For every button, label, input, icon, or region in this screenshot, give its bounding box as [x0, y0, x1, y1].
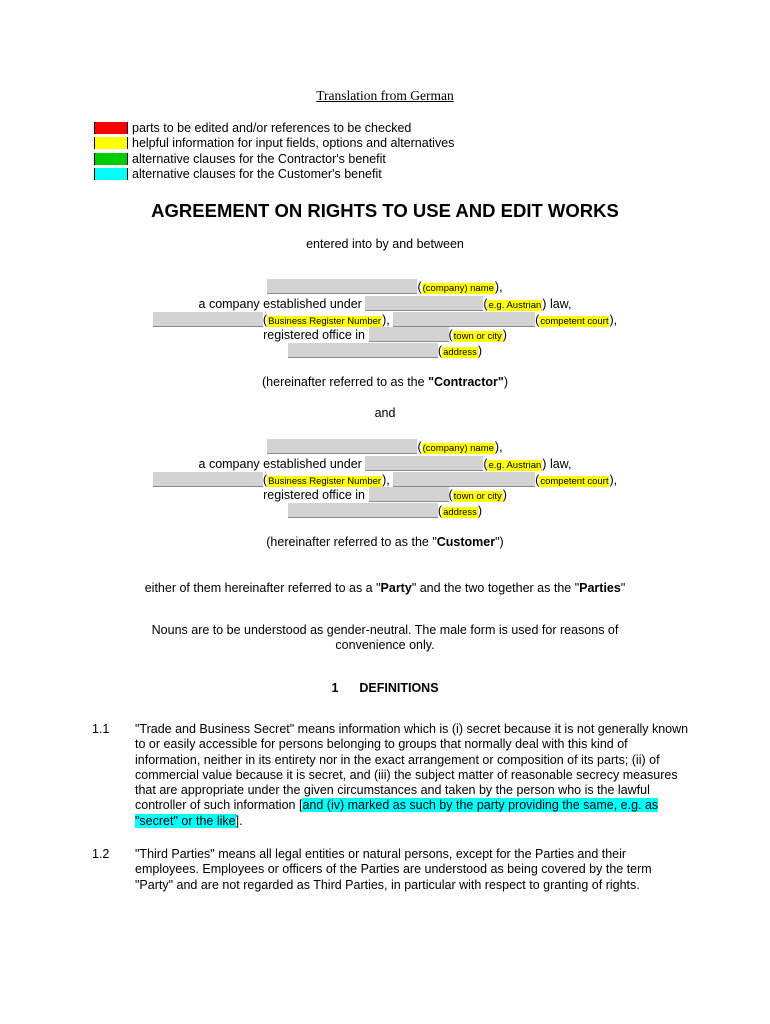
court-field[interactable]	[393, 312, 535, 327]
law-field[interactable]	[365, 456, 483, 471]
court-field[interactable]	[393, 472, 535, 487]
clause-text: "Trade and Business Secret" means information which is (i) secret because it is not generally known to or easily accessible for persons belonging to groups that normally deal with this kind of information, neither in its entirety nor in the exact arrangement or composition of its parts; (ii) of commercial value because it is secret, and (iii) the subject matter of reasonable secrecy measures that are appropriate under the given circumstances and taken by the person who is the lawful controller of such information [and (iv) marked as such by the party providing the same, e.g. as "secret" or the like].	[135, 722, 689, 828]
red-swatch-icon	[94, 122, 128, 134]
contractor-name-line: ((company) name),	[0, 279, 770, 294]
color-legend	[94, 121, 454, 182]
contractor-register-line: (Business Register Number), (competent court),	[0, 312, 770, 327]
customer-address-line: (address)	[0, 503, 770, 518]
law-field[interactable]	[365, 296, 483, 311]
customer-reference: (hereinafter referred to as the "Customer")	[266, 535, 504, 549]
town-field[interactable]	[369, 327, 449, 342]
cyan-swatch-icon	[94, 168, 128, 180]
contractor-law-line: a company established under (e.g. Austrian) law,	[198, 297, 572, 311]
town-field[interactable]	[369, 487, 449, 502]
gender-note-line-1: Nouns are to be understood as gender-neutral. The male form is used for reasons of	[151, 623, 619, 637]
address-field[interactable]	[288, 503, 438, 518]
register-number-field[interactable]	[153, 312, 263, 327]
green-swatch-icon	[94, 153, 128, 165]
customer-alternative-highlight: and (iv) marked as such by the party providing the same, e.g. as "secret" or the like	[135, 798, 659, 828]
customer-law-line: a company established under (e.g. Austrian) law,	[198, 457, 572, 471]
legend-item-cyan: alternative clauses for the Customer's benefit	[94, 167, 454, 182]
parties-definition-line: either of them hereinafter referred to as a "Party" and the two together as the "Parties"	[144, 581, 626, 595]
clause-number: 1.1	[92, 722, 110, 736]
document-title: AGREEMENT ON RIGHTS TO USE AND EDIT WORKS	[151, 200, 619, 221]
section-heading	[0, 681, 770, 695]
contractor-address-line: (address)	[0, 343, 770, 358]
legend-item-red: parts to be edited and/or references to be checked	[94, 121, 454, 136]
customer-office-line: registered office in (town or city)	[263, 488, 507, 502]
gender-note-line-2: convenience only.	[335, 638, 435, 652]
address-field[interactable]	[288, 343, 438, 358]
customer-register-line: (Business Register Number), (competent court),	[0, 472, 770, 487]
translation-note: Translation from German	[316, 88, 454, 103]
yellow-swatch-icon	[94, 137, 128, 149]
and-separator: and	[374, 406, 396, 420]
customer-name-line: ((company) name),	[0, 439, 770, 454]
contractor-office-line: registered office in (town or city)	[263, 328, 507, 342]
clause-number: 1.2	[92, 847, 110, 861]
company-name-field[interactable]	[267, 439, 417, 454]
section-number: 1	[331, 681, 339, 695]
clause-text: "Third Parties" means all legal entities or natural persons, except for the Parties and their employees. Employees or officers of the Parties are understood as being covered by the term "Party" and are not regarded as Third Parties, in particular with respect to granting of rights.	[135, 847, 652, 892]
legend-item-green: alternative clauses for the Contractor's benefit	[94, 152, 454, 167]
contractor-reference: (hereinafter referred to as the "Contractor")	[262, 375, 508, 389]
legend-item-yellow: helpful information for input fields, options and alternatives	[94, 136, 454, 151]
register-number-field[interactable]	[153, 472, 263, 487]
section-title: DEFINITIONS	[359, 681, 439, 695]
company-name-field[interactable]	[267, 279, 417, 294]
intro-line: entered into by and between	[306, 237, 464, 251]
